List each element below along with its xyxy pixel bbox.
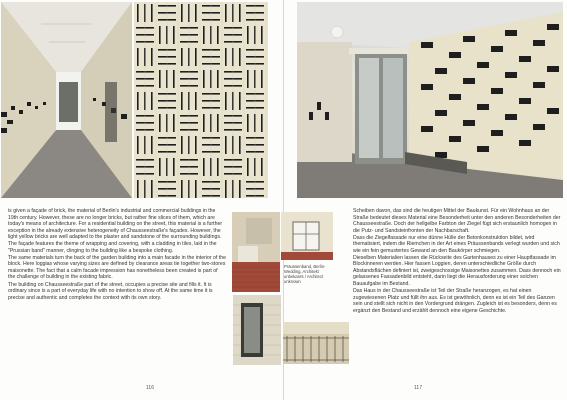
right-paragraph: Das Haus in der Chausseestraße ist Teil der Straße heranzogen, es hat einen zugewiesenen Platz und füllt ihn aus. Es ist gewöhnlich, denn es ist ein Teil des Ganzen sein und stellt sich nicht in den Vordergrund drängen. Zugleich ist es besonders, denn es ergänzt den Bestand und erzählt dennoch eine eigene Geschichte. [353,288,557,314]
right-paragraph: Dass die Ziegelfassade nur eine dünne Hülle der Betonkonstruktion bildet, wird thematisiert, indem die Riemchen in der Art eines Präussenbands verlegt wurden und sich wie ein fein gemustertes Gewand an den Baukörper schmiegen. [353,234,560,254]
left-text-column [8,208,226,302]
photo-tiled-corridor [1,2,132,198]
left-paragraph: The façade features the theme of wrapping and covering, with a cladding in tiles, laid in the "Prussian band" manner, clinging to the building like a bespoke clothing. [8,241,217,254]
page-number-right: 117 [414,385,422,391]
page-number-left: 116 [146,385,154,391]
photo-window-facade [281,212,333,260]
photo-yellow-tiles [233,295,281,365]
right-paragraph: Scheiben davon, das sind die heutigen Mittel der Baukunst. Für ein Wohnhaus an der Straße bedeutet dieses Material eine Besonderheit unter den anderen Besonderheiten der Chausseestraße. Doch der hellgelbe Farbton der Ziegel fügt sich erstaunlich homogen in die Putz- und Sandsteinfronten der Nachbarschaft. [353,208,561,234]
left-paragraph: is given a façade of brick, the material of Berlin's industrial and commercial buildings in the 19th century. However, these are no longer bricks, but rather fine slices of them, which are today's means of architecture. For a residential building on the street, this material is a further exception in the already extensive heterogeneity of Chausseestraße's façades. However, the light yellow bricks are well adapted to the plaster and sandstone of the surrounding buildings. [8,208,223,241]
photo-entrance-hall [297,2,563,198]
left-paragraph: The building on Chausseestraße part of the street, occupies a precise site and fills it. It is ordinary since is a part of everyday life with no intention to show off. At the same time it is precise and authentic and completes the context with its own story. [8,281,213,301]
photo-fence [283,322,349,364]
photo-caption: Präussenband, Berlin-Wedding, Architekt unbekannt / Architect unknown [284,264,326,285]
left-paragraph: The same materials turn the back of the garden building into a main facade in the interior of the block. Here loggias whose varying sizes are defined by clearance areas tie together two-stores maisonette. The fact that a calm facade impression has nonetheless been created is part of the challenge of building in the existing fabric. [8,254,227,281]
photo-tile-pattern [134,2,268,198]
right-text-column [353,208,561,315]
photo-brick-facade [232,212,280,292]
right-paragraph: Dieselben Materialien lassen die Rückseite des Gartenhauses zu einer Hauptfassade im Blockinneren werden. Hier fassen Loggien, deren unterschiedliche Größe durch Abstandsflächen definiert ist, zweigeschossige Maisonettes zusammen. Dass dennoch ein gelassenes Fassadenbild entsteht, darin liegt die Herausforderung einer solchen Bauaufgabe im Bestand. [353,254,561,288]
